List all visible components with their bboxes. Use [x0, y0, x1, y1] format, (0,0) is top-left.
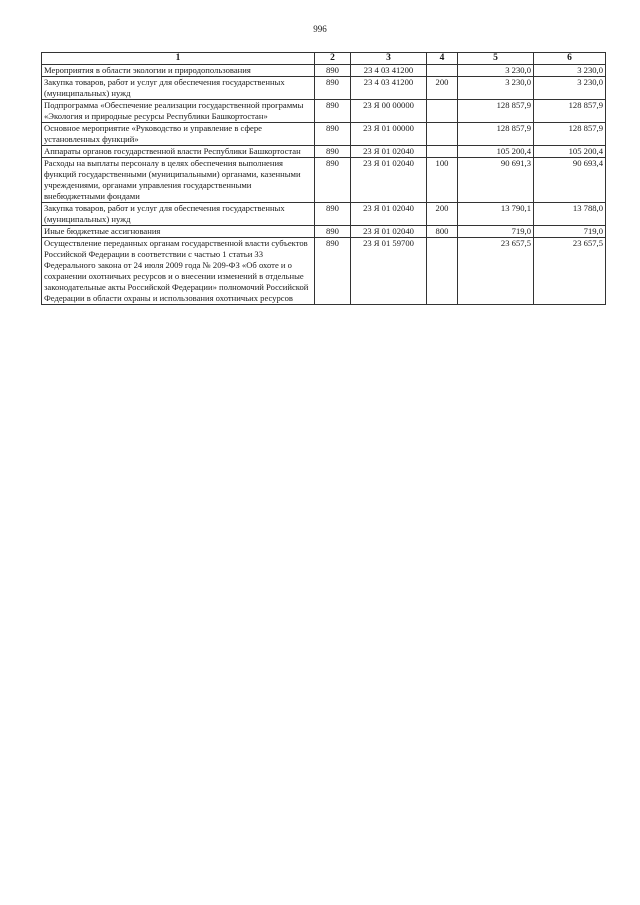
row-admin-code: 890	[315, 238, 351, 305]
table-row	[42, 100, 606, 123]
row-name: Закупка товаров, работ и услуг для обеспечения государственных (муниципальных) нужд	[42, 77, 315, 100]
row-expense-type: 200	[427, 203, 458, 226]
row-target-code: 23 Я 01 02040	[351, 203, 427, 226]
row-target-code: 23 Я 01 02040	[351, 226, 427, 238]
row-amount-1: 719,0	[458, 226, 534, 238]
table-row	[42, 203, 606, 226]
row-amount-2: 719,0	[534, 226, 606, 238]
row-name: Основное мероприятие «Руководство и управление в сфере установленных функций»	[42, 123, 315, 146]
row-admin-code: 890	[315, 203, 351, 226]
row-amount-2: 3 230,0	[534, 65, 606, 77]
row-expense-type	[427, 146, 458, 158]
row-amount-1: 13 790,1	[458, 203, 534, 226]
header-col-2: 2	[315, 53, 351, 65]
row-admin-code: 890	[315, 100, 351, 123]
row-amount-2: 128 857,9	[534, 100, 606, 123]
header-col-6: 6	[534, 53, 606, 65]
row-admin-code: 890	[315, 65, 351, 77]
table-row	[42, 238, 606, 305]
row-name: Аппараты органов государственной власти Республики Башкортостан	[42, 146, 315, 158]
row-amount-1: 3 230,0	[458, 65, 534, 77]
row-expense-type	[427, 65, 458, 77]
row-amount-1: 105 200,4	[458, 146, 534, 158]
row-amount-1: 23 657,5	[458, 238, 534, 305]
table-row	[42, 146, 606, 158]
row-expense-type	[427, 100, 458, 123]
row-admin-code: 890	[315, 226, 351, 238]
row-target-code: 23 4 03 41200	[351, 65, 427, 77]
row-amount-1: 3 230,0	[458, 77, 534, 100]
row-amount-2: 3 230,0	[534, 77, 606, 100]
header-col-5: 5	[458, 53, 534, 65]
row-target-code: 23 Я 01 02040	[351, 146, 427, 158]
row-amount-1: 90 691,3	[458, 158, 534, 203]
row-name: Подпрограмма «Обеспечение реализации государственной программы «Экология и природные ресурсы Республики Башкортостан»	[42, 100, 315, 123]
row-name: Закупка товаров, работ и услуг для обеспечения государственных (муниципальных) нужд	[42, 203, 315, 226]
row-expense-type	[427, 238, 458, 305]
table-header-row	[42, 53, 606, 65]
header-col-1: 1	[42, 53, 315, 65]
row-amount-1: 128 857,9	[458, 123, 534, 146]
budget-table	[41, 52, 606, 305]
row-expense-type: 100	[427, 158, 458, 203]
header-col-3: 3	[351, 53, 427, 65]
header-col-4: 4	[427, 53, 458, 65]
row-admin-code: 890	[315, 146, 351, 158]
row-expense-type: 200	[427, 77, 458, 100]
row-name: Расходы на выплаты персоналу в целях обеспечения выполнения функций государственными (муниципальными) органами, казенными учреждениями, органами управления государственными внебюджетными фондами	[42, 158, 315, 203]
row-name: Осуществление переданных органам государственной власти субъектов Российской Федерации в соответствии с частью 1 статьи 33 Федерального закона от 24 июля 2009 года № 209-ФЗ «Об охоте и о сохранении охотничьих ресурсов и о внесении изменений в отдельные законодательные акты Российской Федерации» полномочий Российской Федерации в области охраны и использования охотничьих ресурсов	[42, 238, 315, 305]
row-amount-2: 23 657,5	[534, 238, 606, 305]
table-row	[42, 77, 606, 100]
row-amount-2: 13 788,0	[534, 203, 606, 226]
row-expense-type: 800	[427, 226, 458, 238]
row-amount-2: 90 693,4	[534, 158, 606, 203]
row-amount-1: 128 857,9	[458, 100, 534, 123]
row-target-code: 23 Я 01 59700	[351, 238, 427, 305]
table-row	[42, 158, 606, 203]
row-amount-2: 128 857,9	[534, 123, 606, 146]
row-target-code: 23 Я 01 00000	[351, 123, 427, 146]
row-name: Мероприятия в области экологии и природопользования	[42, 65, 315, 77]
row-amount-2: 105 200,4	[534, 146, 606, 158]
row-target-code: 23 Я 00 00000	[351, 100, 427, 123]
row-target-code: 23 4 03 41200	[351, 77, 427, 100]
row-admin-code: 890	[315, 77, 351, 100]
table-row	[42, 123, 606, 146]
table-row	[42, 226, 606, 238]
row-expense-type	[427, 123, 458, 146]
row-target-code: 23 Я 01 02040	[351, 158, 427, 203]
row-name: Иные бюджетные ассигнования	[42, 226, 315, 238]
row-admin-code: 890	[315, 123, 351, 146]
row-admin-code: 890	[315, 158, 351, 203]
table-row	[42, 65, 606, 77]
page-number: 996	[313, 24, 327, 34]
